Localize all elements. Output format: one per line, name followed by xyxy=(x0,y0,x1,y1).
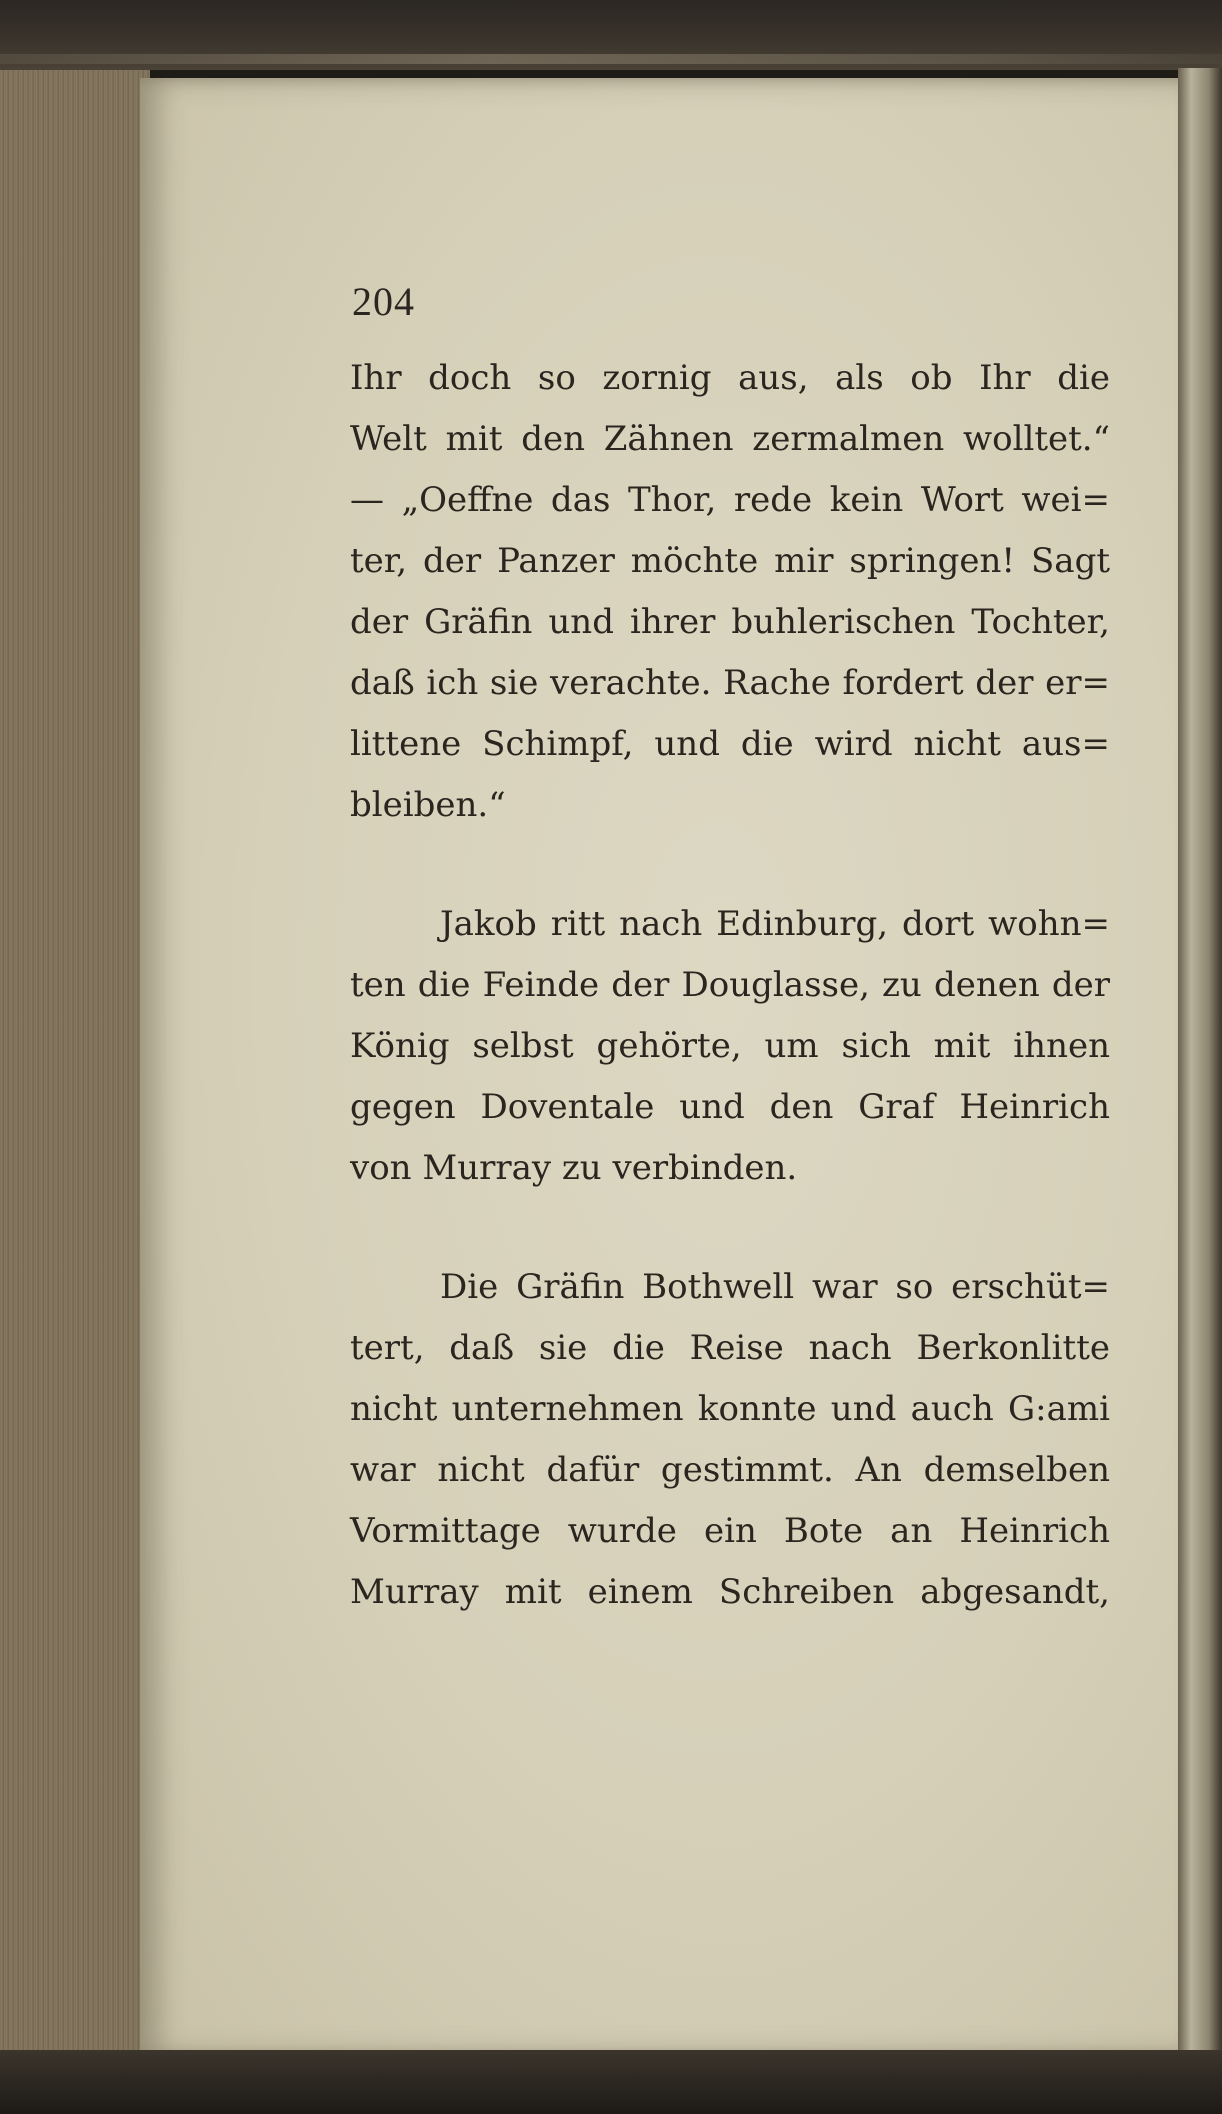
book-bottom-edge xyxy=(0,2050,1222,2114)
text-line: — „Oeffne das Thor, rede kein Wort wei= xyxy=(350,480,1110,520)
paragraph-gap xyxy=(350,1199,1110,1257)
book-page-edges xyxy=(0,70,150,2050)
text-line: ten die Feinde der Douglasse, zu denen der xyxy=(350,965,1110,1005)
paragraph-2 xyxy=(350,894,1110,1199)
paragraph-1 xyxy=(350,348,1110,836)
text-line: bleiben.“ xyxy=(350,785,506,825)
text-line: ter, der Panzer möchte mir springen! Sagt xyxy=(350,541,1110,581)
text-line: gegen Doventale und den Graf Heinrich xyxy=(350,1087,1110,1127)
text-line: littene Schimpf, und die wird nicht aus= xyxy=(350,724,1110,764)
text-line: Jakob ritt nach Edinburg, dort wohn= xyxy=(440,904,1110,944)
text-line: Vormittage wurde ein Bote an Heinrich xyxy=(350,1511,1110,1551)
text-line: König selbst gehörte, um sich mit ihnen xyxy=(350,1026,1110,1066)
text-line: der Gräfin und ihrer buhlerischen Tochter, xyxy=(350,602,1110,642)
text-line: Ihr doch so zornig aus, als ob Ihr die xyxy=(350,358,1110,398)
book-top-edge xyxy=(0,0,1222,70)
text-line: tert, daß sie die Reise nach Berkonlitte xyxy=(350,1328,1110,1368)
page-number: 204 xyxy=(352,279,415,324)
text-line: Welt mit den Zähnen zermalmen wolltet.“ xyxy=(350,419,1110,459)
text-line: Murray mit einem Schreiben abgesandt, xyxy=(350,1572,1110,1612)
text-line: war nicht dafür gestimmt. An demselben xyxy=(350,1450,1110,1490)
text-line: Die Gräfin Bothwell war so erschüt= xyxy=(440,1267,1110,1307)
paragraph-gap xyxy=(350,836,1110,894)
body-text xyxy=(350,348,1110,1623)
book-right-edge xyxy=(1178,68,1222,2058)
text-line: nicht unternehmen konnte und auch G:ami xyxy=(350,1389,1110,1429)
text-line: von Murray zu verbinden. xyxy=(350,1148,798,1188)
paragraph-3 xyxy=(350,1257,1110,1623)
text-line: daß ich sie verachte. Rache fordert der er= xyxy=(350,663,1110,703)
